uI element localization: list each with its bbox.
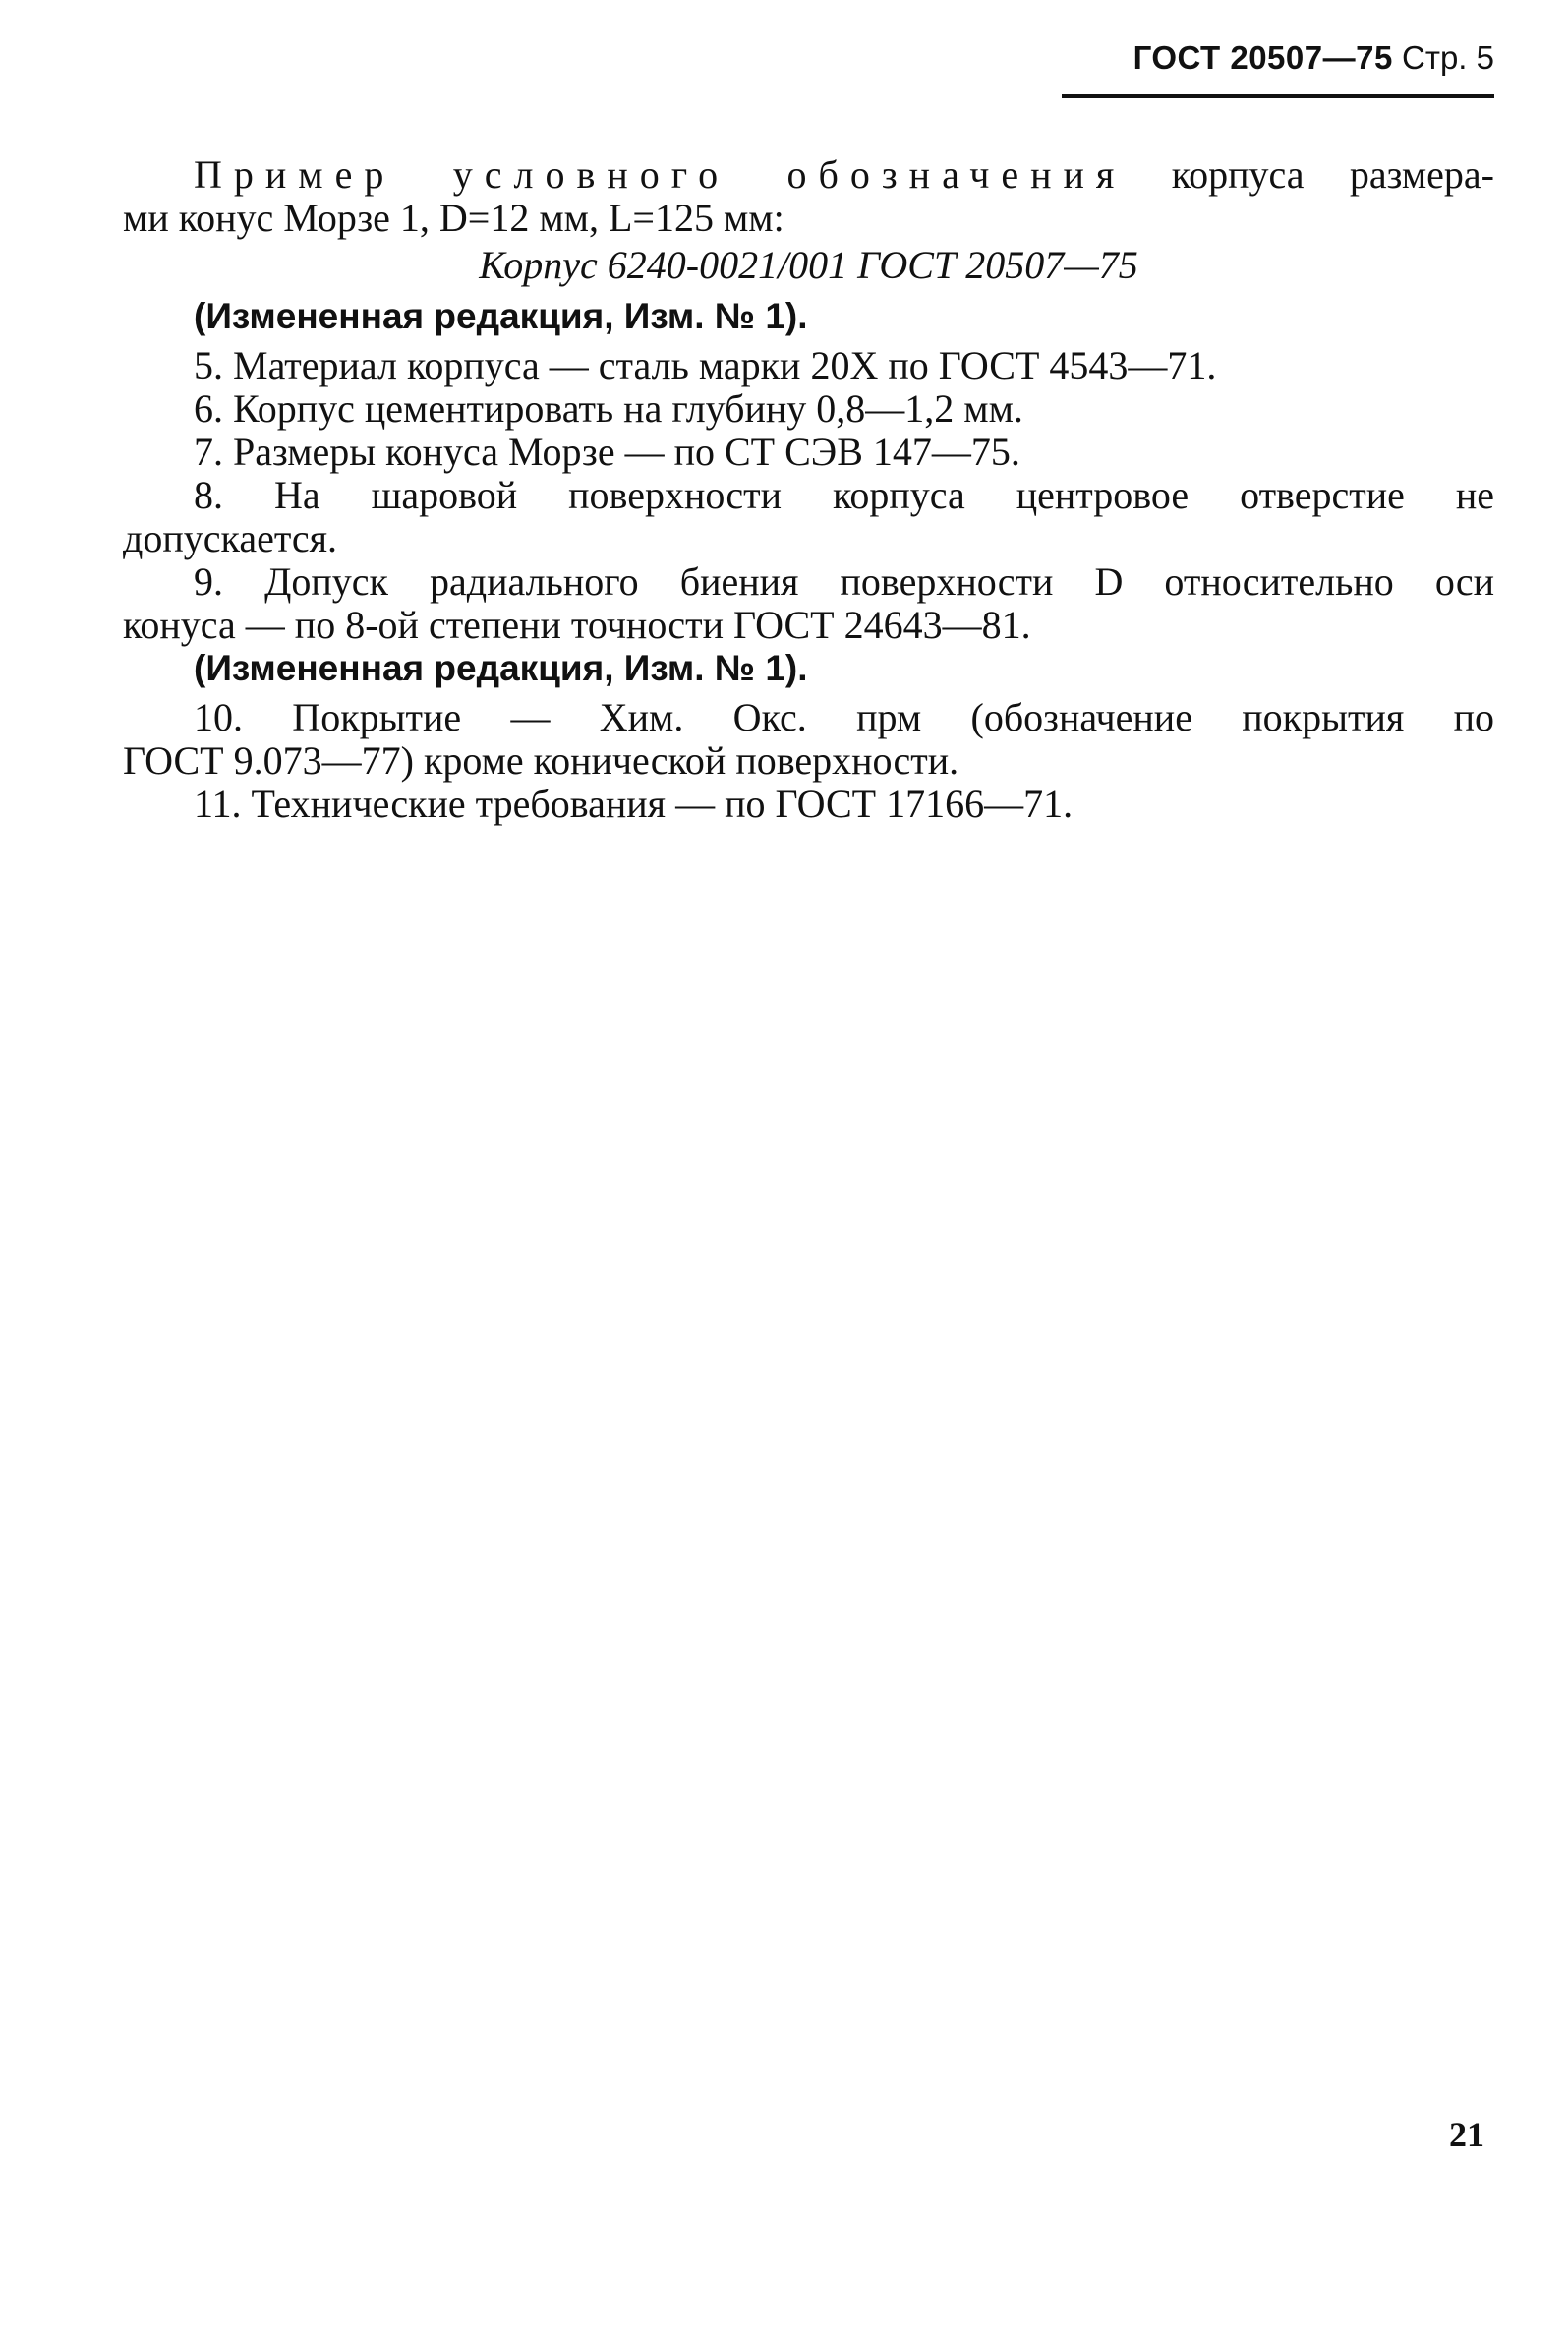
item-9-line-1: 9. Допуск радиального биения поверхности D относительно оси	[194, 559, 1494, 604]
example-line-1-rest: корпуса размера-	[1171, 152, 1494, 197]
item-11: 11. Технические требования — по ГОСТ 17166—71.	[194, 782, 1074, 826]
header-rule	[1062, 94, 1494, 98]
edit-note-1: (Измененная редакция, Изм. № 1).	[194, 296, 808, 336]
page-label: Стр. 5	[1402, 39, 1494, 76]
standard-code: ГОСТ 20507—75	[1132, 39, 1393, 76]
item-8-line-1: 8. На шаровой поверхности корпуса центровое отверстие не	[194, 473, 1494, 517]
page-number: 21	[1449, 2115, 1484, 2154]
example-lead: Пример условного обозначения	[194, 152, 1127, 197]
edit-note-2: (Измененная редакция, Изм. № 1).	[194, 648, 808, 688]
running-header	[1062, 41, 1494, 74]
example-line-1	[123, 153, 1494, 197]
item-5: 5. Материал корпуса — сталь марки 20Х по ГОСТ 4543—71.	[194, 343, 1217, 387]
item-8-line-2: допускается.	[123, 516, 337, 560]
item-6: 6. Корпус цементировать на глубину 0,8—1,2 мм.	[194, 386, 1023, 431]
body-text	[123, 153, 1494, 826]
item-10-line-2: ГОСТ 9.073—77) кроме конической поверхности.	[123, 738, 959, 783]
designation-example: Корпус 6240-0021/001 ГОСТ 20507—75	[479, 243, 1138, 287]
item-7: 7. Размеры конуса Морзе — по СТ СЭВ 147—75.	[194, 430, 1020, 474]
item-9-line-2: конуса — по 8-ой степени точности ГОСТ 24643—81.	[123, 603, 1031, 647]
example-line-2: ми конус Морзе 1, D=12 мм, L=125 мм:	[123, 196, 784, 240]
item-10-line-1: 10. Покрытие — Хим. Окс. прм (обозначение покрытия по	[194, 695, 1494, 739]
